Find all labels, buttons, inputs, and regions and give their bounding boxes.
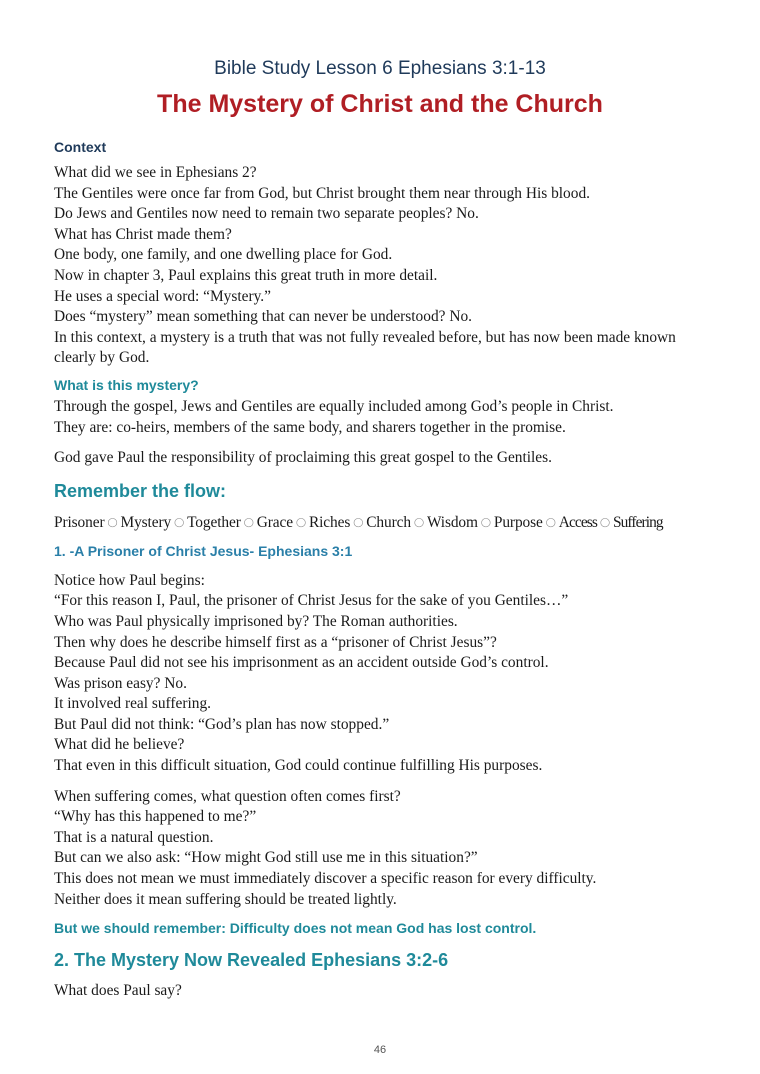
circle-bullet-icon: ◯ xyxy=(243,516,254,527)
context-heading: Context xyxy=(54,139,107,155)
section1-line: It involved real suffering. xyxy=(54,695,211,713)
section2-heading: 2. The Mystery Now Revealed Ephesians 3:2-6 xyxy=(54,950,449,971)
section1-heading: 1. -A Prisoner of Christ Jesus- Ephesians 3:1 xyxy=(54,542,353,559)
section1-line: Because Paul did not see his imprisonment as an accident outside God’s control. xyxy=(54,654,549,672)
section1-line: But can we also ask: “How might God still use me in this situation?” xyxy=(54,849,478,867)
flow-list xyxy=(54,512,706,533)
context-line: Does “mystery” mean something that can never be understood? No. xyxy=(54,308,472,326)
section1-line: But Paul did not think: “God’s plan has now stopped.” xyxy=(54,715,390,733)
circle-bullet-icon: ◯ xyxy=(413,516,424,527)
circle-bullet-icon: ◯ xyxy=(107,516,118,527)
section1-line: What did he believe? xyxy=(54,736,185,754)
context-line: Now in chapter 3, Paul explains this great truth in more detail. xyxy=(54,266,438,284)
mystery-heading: What is this mystery? xyxy=(54,376,199,393)
circle-bullet-icon: ◯ xyxy=(599,516,610,527)
section1-line: “For this reason I, Paul, the prisoner of Christ Jesus for the sake of you Gentiles…” xyxy=(54,592,569,610)
context-line: What did we see in Ephesians 2? xyxy=(54,164,257,181)
circle-bullet-icon: ◯ xyxy=(480,516,491,527)
circle-bullet-icon: ◯ xyxy=(353,516,364,527)
section1-emphasis: But we should remember: Difficulty does not mean God has lost control. xyxy=(54,920,537,937)
flow-item: Riches xyxy=(308,513,351,531)
mystery-line: Through the gospel, Jews and Gentiles are equally included among God’s people in Christ. xyxy=(54,397,614,415)
section2-line: What does Paul say? xyxy=(54,982,182,1000)
circle-bullet-icon: ◯ xyxy=(295,516,306,527)
circle-bullet-icon: ◯ xyxy=(174,516,185,527)
section1-line: Notice how Paul begins: xyxy=(54,571,205,589)
section1-line: When suffering comes, what question often comes first? xyxy=(54,787,401,805)
flow-item: Purpose xyxy=(493,513,543,531)
context-line: One body, one family, and one dwelling place for God. xyxy=(54,246,393,264)
flow-item: Suffering xyxy=(612,513,663,531)
section1-line: That even in this difficult situation, God could continue fulfilling His purposes. xyxy=(54,757,543,775)
main-title: The Mystery of Christ and the Church xyxy=(157,90,603,118)
context-line: The Gentiles were once far from God, but Christ brought them near through His blood. xyxy=(54,184,590,202)
context-line: What has Christ made them? xyxy=(54,225,232,243)
section1-line: Was prison easy? No. xyxy=(54,674,187,692)
flow-heading: Remember the flow: xyxy=(54,480,227,501)
mystery-paragraph: God gave Paul the responsibility of proclaiming this great gospel to the Gentiles. xyxy=(54,449,552,467)
section1-line: That is a natural question. xyxy=(54,828,214,846)
section1-line: Then why does he describe himself first as a “prisoner of Christ Jesus”? xyxy=(54,633,497,651)
section1-line: “Why has this happened to me?” xyxy=(54,808,257,826)
section1-line: Neither does it mean suffering should be treated lightly. xyxy=(54,890,397,908)
page-number: 46 xyxy=(373,1044,387,1056)
flow-item: Together xyxy=(187,513,241,531)
context-line: In this context, a mystery is a truth that was not fully revealed before, but has now been made known clearly by God. xyxy=(54,328,676,367)
context-line: He uses a special word: “Mystery.” xyxy=(54,287,271,305)
section1-line: This does not mean we must immediately discover a specific reason for every difficulty. xyxy=(54,870,597,888)
flow-item: Prisoner xyxy=(54,513,105,531)
flow-item: Mystery xyxy=(120,513,172,531)
flow-item: Grace xyxy=(256,513,293,531)
lesson-title: Bible Study Lesson 6 Ephesians 3:1-13 xyxy=(214,58,546,79)
flow-item: Access xyxy=(558,513,597,531)
circle-bullet-icon: ◯ xyxy=(545,516,556,527)
section1-line: Who was Paul physically imprisoned by? The Roman authorities. xyxy=(54,612,458,630)
flow-item: Church xyxy=(366,513,411,531)
mystery-line: They are: co-heirs, members of the same body, and sharers together in the promise. xyxy=(54,418,566,436)
context-line: Do Jews and Gentiles now need to remain two separate peoples? No. xyxy=(54,205,479,223)
flow-item: Wisdom xyxy=(426,513,478,531)
